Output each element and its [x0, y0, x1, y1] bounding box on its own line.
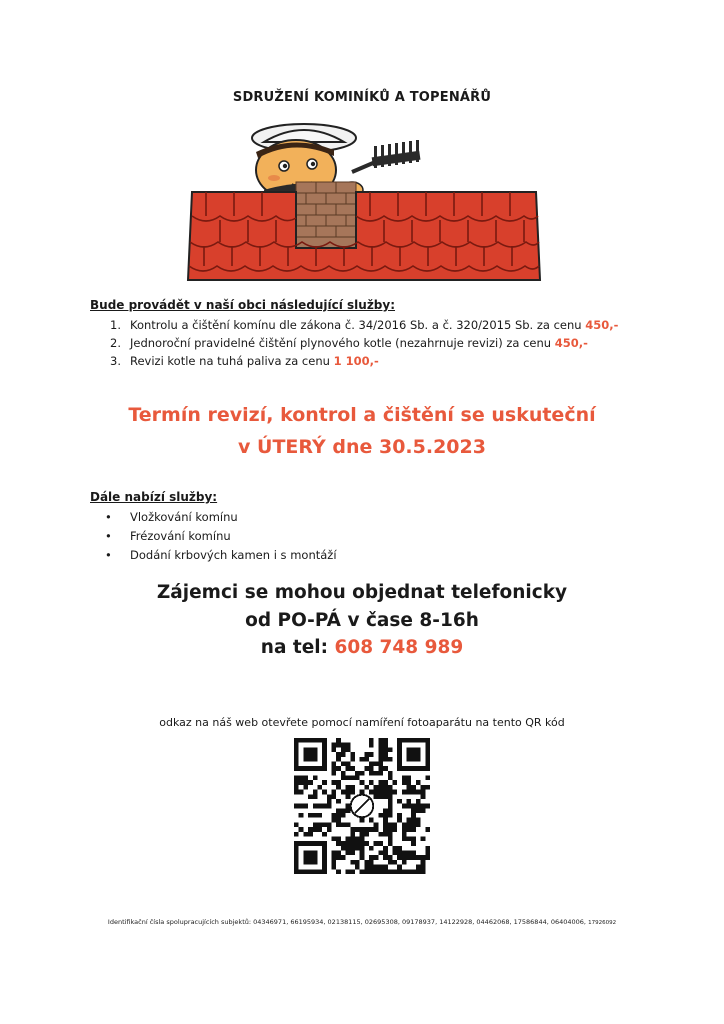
contact-phone-line [0, 637, 724, 658]
contact-line-2: od PO-PÁ v čase 8-16h [245, 610, 479, 631]
organization-title: SDRUŽENÍ KOMINÍKŮ A TOPENÁŘŮ [232, 90, 492, 105]
footer-ids [0, 918, 724, 926]
phone-label: na tel: [260, 637, 335, 658]
item-text: Jednoroční pravidelné čištění plynového kotle (nezahrnuje revizi) za cenu [130, 336, 555, 350]
item-number: 3. [110, 354, 121, 368]
list-item [105, 527, 337, 546]
item-price: 450,- [585, 318, 619, 332]
offers-heading: Dále nabízí služby: [90, 490, 218, 504]
item-price: 1 100,- [333, 354, 379, 368]
bullet-icon: • [105, 529, 112, 543]
item-text: Vložkování komínu [130, 510, 238, 524]
item-text: Revizi kotle na tuhá paliva za cenu [130, 354, 334, 368]
footer-small: 17926092 [588, 920, 617, 926]
list-item [110, 316, 618, 334]
footer-text: Identifikační čísla spolupracujících subjektů: 04346971, 66195934, 02138115, 02695308, 09178937, 14122928, 04462068, 17586844, 06404006, [107, 918, 589, 926]
chimney-sweep-icon [184, 120, 544, 290]
item-text: Dodání krbových kamen i s montáží [130, 548, 337, 562]
qr-note: odkaz na náš web otevřete pomocí namíření fotoaparátu na tento QR kód [159, 716, 565, 729]
services-list [110, 316, 618, 370]
list-item [110, 352, 618, 370]
list-item [110, 334, 618, 352]
offers-list [105, 508, 337, 565]
announcement-line-2: v ÚTERÝ dne 30.5.2023 [238, 436, 486, 458]
bullet-icon: • [105, 510, 112, 524]
contact-line-1: Zájemci se mohou objednat telefonicky [156, 582, 568, 603]
item-price: 450,- [554, 336, 588, 350]
phone-number[interactable]: 608 748 989 [334, 637, 464, 658]
item-text: Kontrolu a čištění komínu dle zákona č. 34/2016 Sb. a č. 320/2015 Sb. za cenu [130, 318, 586, 332]
bullet-icon: • [105, 548, 112, 562]
list-item [105, 508, 337, 527]
item-number: 2. [110, 336, 121, 350]
announcement-line-1: Termín revizí, kontrol a čištění se uskuteční [128, 404, 596, 426]
qr-code-icon[interactable] [294, 738, 430, 874]
item-number: 1. [110, 318, 121, 332]
services-heading: Bude provádět v naší obci následující služby: [90, 298, 396, 312]
list-item [105, 546, 337, 565]
item-text: Frézování komínu [130, 529, 231, 543]
